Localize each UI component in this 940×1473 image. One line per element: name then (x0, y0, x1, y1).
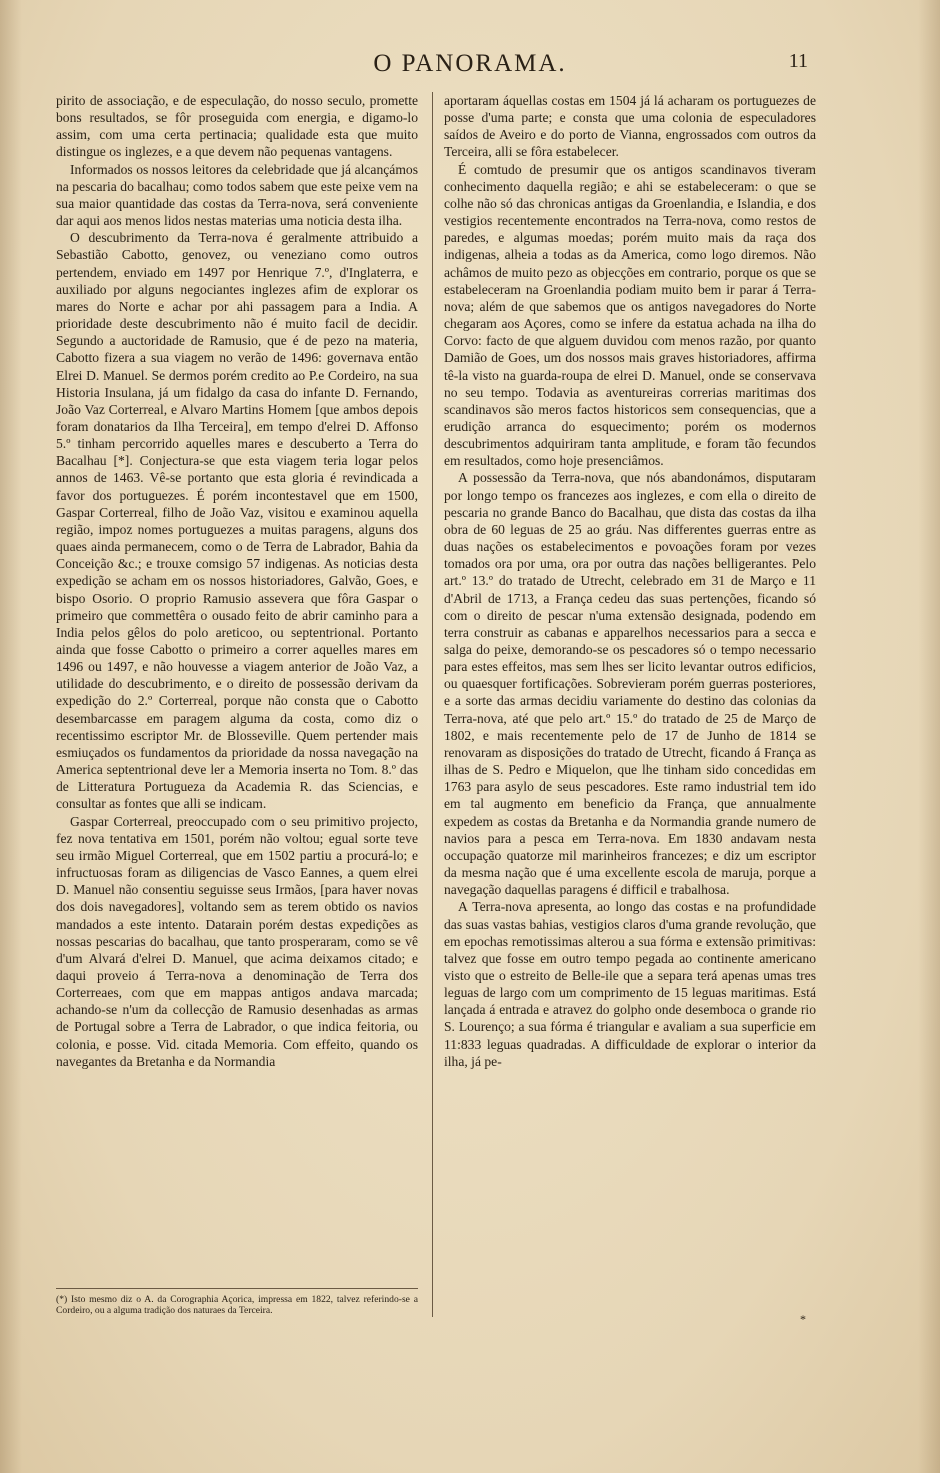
page-number: 11 (788, 50, 808, 72)
paragraph: Informados os nossos leitores da celebridade que já alcançámos na pescaria do bacalhau; como todos sabem que este peixe vem na sua maior quantidade das costas da Terra-nova, será conveniente dar aqui aos menos lidos nestas materias uma noticia desta ilha. (56, 161, 418, 229)
paragraph: É comtudo de presumir que os antigos scandinavos tiveram conhecimento daquella região; e ahi se estabeleceram: o que se colhe não só das chronicas antigas da Groenlandia, e Islandia, e dos vestigios recentemente encontrados na Terra-nova, como restos de paredes, e algumas moedas; porém muito mais da raça dos indigenas, alheia a todas as da America, como logo diremos. Não achâmos de muito pezo as objecções em contrario, porque os que se estabeleceram na Groenlandia podiam muito bem ir parar á Terra-nova; além de que sabemos que os antigos navegadores do Norte chegaram aos Açores, como se infere da estatua achada na ilha do Corvo: facto de que alguem duvidou com menos razão, por quanto Damião de Goes, um dos nossos mais graves historiadores, affirma tê-la visto na guarda-roupa de elrei D. Manuel, onde se conservava no seu tempo. Todavia as aventureiras correrias maritimas dos scandinavos são meros factos historicos sem consequencias, que a erudição arranca do esquecimento; porém os modernos descubrimentos adquiriram tanta amplitude, e foram tão fecundos em resultados, como hoje presenciâmos. (444, 161, 816, 469)
paragraph: aportaram áquellas costas em 1504 já lá acharam os portuguezes de posse d'uma parte; e consta que uma colonia de especuladores saídos de Aveiro e do porto de Vianna, engrossados com outros da Terceira, alli se fôra estabelecer. (444, 93, 816, 160)
page-edge-shadow (918, 0, 940, 1473)
footnote-divider (56, 1288, 418, 1289)
paragraph: Gaspar Corterreal, preoccupado com o seu primitivo projecto, fez nova tentativa em 1501, porém não voltou; egual sorte teve seu irmão Miguel Corterreal, que em 1502 partiu a procurá-lo; e infructuosas foram as diligencias de Vasco Eannes, a quem elrei D. Manuel não consentiu seguisse seus Irmãos, [para haver novas dos dois navegadores], voltando sem as terem obtido os navios mandados a este intento. Datarain porém destas expedições as nossas pescarias do bacalhau, que tanto prosperaram, como se vê d'um Alvará d'elrei D. Manuel, que acima deixamos citado; e daqui proveio á Terra-nova a denominação de Terra dos Corterreaes, com que em mappas antigos andava marcada; achando-se n'um da collecção de Ramusio desenhadas as armas de Portugal sobre a Terra de Labrador, o que indica feitoria, ou colonia, e posse. Vid. citada Memoria. Com effeito, quando os navegantes da Bretanha e da Normandia (56, 813, 418, 1069)
paragraph: O descubrimento da Terra-nova é geralmente attribuido a Sebastião Cabotto, genovez, ou veneziano como outros pertendem, enviado em 1497 por Henrique 7.º, d'Inglaterra, e auxiliado por alguns negociantes inglezes afim de explorar os mares do Norte e achar por ahi passagem para a India. A prioridade deste descubrimento não é muito facil de decidir. Segundo a auctoridade de Ramusio, que é de pezo na materia, Cabotto fizera a sua viagem no verão de 1496: governava então Elrei D. Manuel. Se dermos porém credito ao P.e Cordeiro, na sua Historia Insulana, já um fidalgo da casa do infante D. Fernando, João Vaz Corterreal, e Alvaro Martins Homem [que ambos depois foram donatarios da Ilha Terceira], em tempo d'elrei D. Affonso 5.º tinham percorrido aquelles mares e descuberto a Terra do Bacalhau [*]. Conjectura-se que esta viagem teria logar pelos annos de 1463. Vê-se portanto que esta gloria é revindicada a favor dos portuguezes. É porém incontestavel que em 1500, Gaspar Corterreal, filho de João Vaz, visitou e examinou aquella região, impoz nomes portuguezes a muitas paragens, alguns dos quaes ainda permanecem, como o de Terra de Labrador, Bahia da Conceição &c.; e trouxe comsigo 57 indigenas. As noticias desta expedição se acham em os nossos historiadores, Galvão, Goes, e bispo Osorio. O proprio Ramusio assevera que fôra Gaspar o primeiro que commettêra o ousado feito de abrir caminho para a India pelos gêlos do polo areticoo, ou septentrional. Portanto ainda que fosse Cabotto o primeiro a correr aquelles mares em 1496 ou 1497, e não houvesse a viagem anterior de João Vaz, a utilidade do descubrimento, e o direito de possessão derivam da expedição do 2.º Corterreal, porque não consta que o Cabotto desembarcasse em paragem alguma da costa, como diz o recentissimo escriptor Mr. de Blosseville. Quem pertender mais esmiuçados os fundamentos da prioridade da nossa navegação na America septentrional deve ler a Memoria inserta no Tom. 8.º das de Litteratura Portugueza da Academia R. das Sciencias, e consultar as fontes que alli se indicam. (56, 230, 418, 812)
column-divider (432, 92, 433, 1317)
footnote: (*) Isto mesmo diz o A. da Corographia Açorica, impressa em 1822, talvez referindo-se a Cordeiro, ou a alguma tradição dos naturaes da Terceira. (56, 1294, 418, 1317)
masthead-title: O PANORAMA. (373, 50, 567, 77)
paragraph: A Terra-nova apresenta, ao longo das costas e na profundidade das suas vastas bahias, vestigios claros d'uma grande revolução, que em epochas remotissimas alterou a sua fórma e extensão primitivas: talvez que fosse em outro tempo pegada ao continente americano visto que o estreito de Belle-ile que a separa terá apenas umas tres leguas de largo com um comprimento de 15 leguas maritimas. Está lançada á entrada e atravez do golpho onde desemboca o grande rio S. Lourenço; a sua fórma é triangular e avaliam a sua superficie em 11:833 leguas quadradas. A difficuldade de explorar o interior da ilha, já pe- (444, 899, 816, 1069)
paragraph: pirito de associação, e de especulação, do nosso seculo, promette bons resultados, se fôr proseguida com energia, e digamo-lo assim, com uma certa pertinacia; qualidade esta que muito distingue os inglezes, e a que devem não pequenas vantagens. (56, 93, 418, 160)
page-edge-shadow (0, 0, 22, 1473)
paragraph: A possessão da Terra-nova, que nós abandonámos, disputaram por longo tempo os francezes aos inglezes, e com ella o direito de pescaria no grande Banco do Bacalhau, que dista das costas da ilha obra de 60 leguas de 25 ao gráu. Nas differentes guerras entre as duas nações os estabelecimentos e povoações foram por vezes tomados ora por uma, ora por outra das nações belligerantes. Pelo art.º 13.º do tratado de Utrecht, celebrado em 31 de Março e 11 d'Abril de 1713, a França cedeu das suas pertenções, ficando só com o direito de pescar n'uma extensão designada, podendo em terra construir as cabanas e apparelhos necessarios para a secca e salga do peixe, demorando-se os pescadores só o tempo necessario para estes effeitos, mas sem lhes ser licito levantar outros edificios, ou quaesquer fortificações. Sobrevieram porém guerras posteriores, e a sorte das armas decidiu variamente do destino das colonias da Terra-nova, até que pelo art.º 15.º do tratado de 25 de Março de 1802, e mais recentemente pelo de 17 de Junho de 1814 se renovaram as disposições do tratado de Utrecht, ficando á França as ilhas de S. Pedro e Miquelon, que lhe tinham sido concedidas em 1763 para asylo de seus pescadores. Este ramo industrial tem ido em tal augmento em beneficio da França, que annualmente expedem as costas da Bretanha e da Normandia grande numero de navios para a pesca em Terra-nova. Em 1830 andavam nesta occupação quatorze mil marinheiros francezes; e diz um escriptor da mesma nação que é uma excellente escola de maruja, porque a navegação daquellas paragens é difficil e trabalhosa. (444, 470, 816, 898)
left-column (56, 92, 418, 1070)
right-column (444, 92, 816, 1070)
signature-mark: * (800, 1312, 806, 1326)
